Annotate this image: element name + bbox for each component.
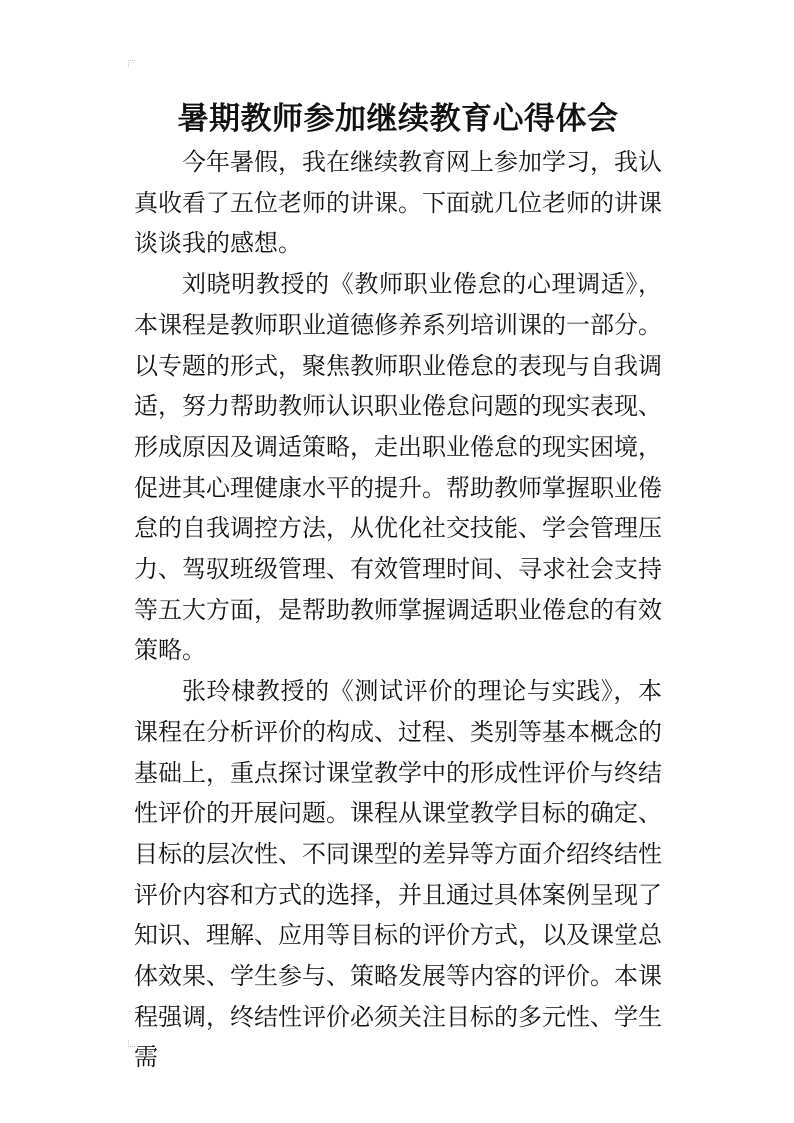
paragraph-intro: 今年暑假，我在继续教育网上参加学习，我认真收看了五位老师的讲课。下面就几位老师的讲课谈谈我的感想。 [134,148,662,258]
paragraph-zhang-course: 张玲棣教授的《测试评价的理论与实践》，本课程在分析评价的构成、过程、类别等基本概念的基础上，重点探讨课堂教学中的形成性评价与终结性评价的开展问题。课程从课堂教学目标的确定、目标的层次性、不同课型的差异等方面介绍终结性评价内容和方式的选择，并且通过具体案例呈现了知识、理解、应用等目标的评价方式，以及课堂总体效果、学生参与、策略发展等内容的评价。本课程强调，终结性评价必须关注目标的多元性、学生需 [134,677,662,1072]
document-page [134,96,662,1078]
page-corner-mark-top [128,60,135,67]
document-title: 暑期教师参加继续教育心得体会 [177,101,619,137]
paragraph-liu-course: 刘晓明教授的《教师职业倦怠的心理调适》，本课程是教师职业道德修养系列培训课的一部分。以专题的形式，聚焦教师职业倦怠的表现与自我调适，努力帮助教师认识职业倦怠问题的现实表现、形成原因及调适策略，走出职业倦怠的现实困境，促进其心理健康水平的提升。帮助教师掌握职业倦怠的自我调控方法，从优化社交技能、学会管理压力、驾驭班级管理、有效管理时间、寻求社会支持等五大方面，是帮助教师掌握调适职业倦怠的有效策略。 [134,270,662,665]
